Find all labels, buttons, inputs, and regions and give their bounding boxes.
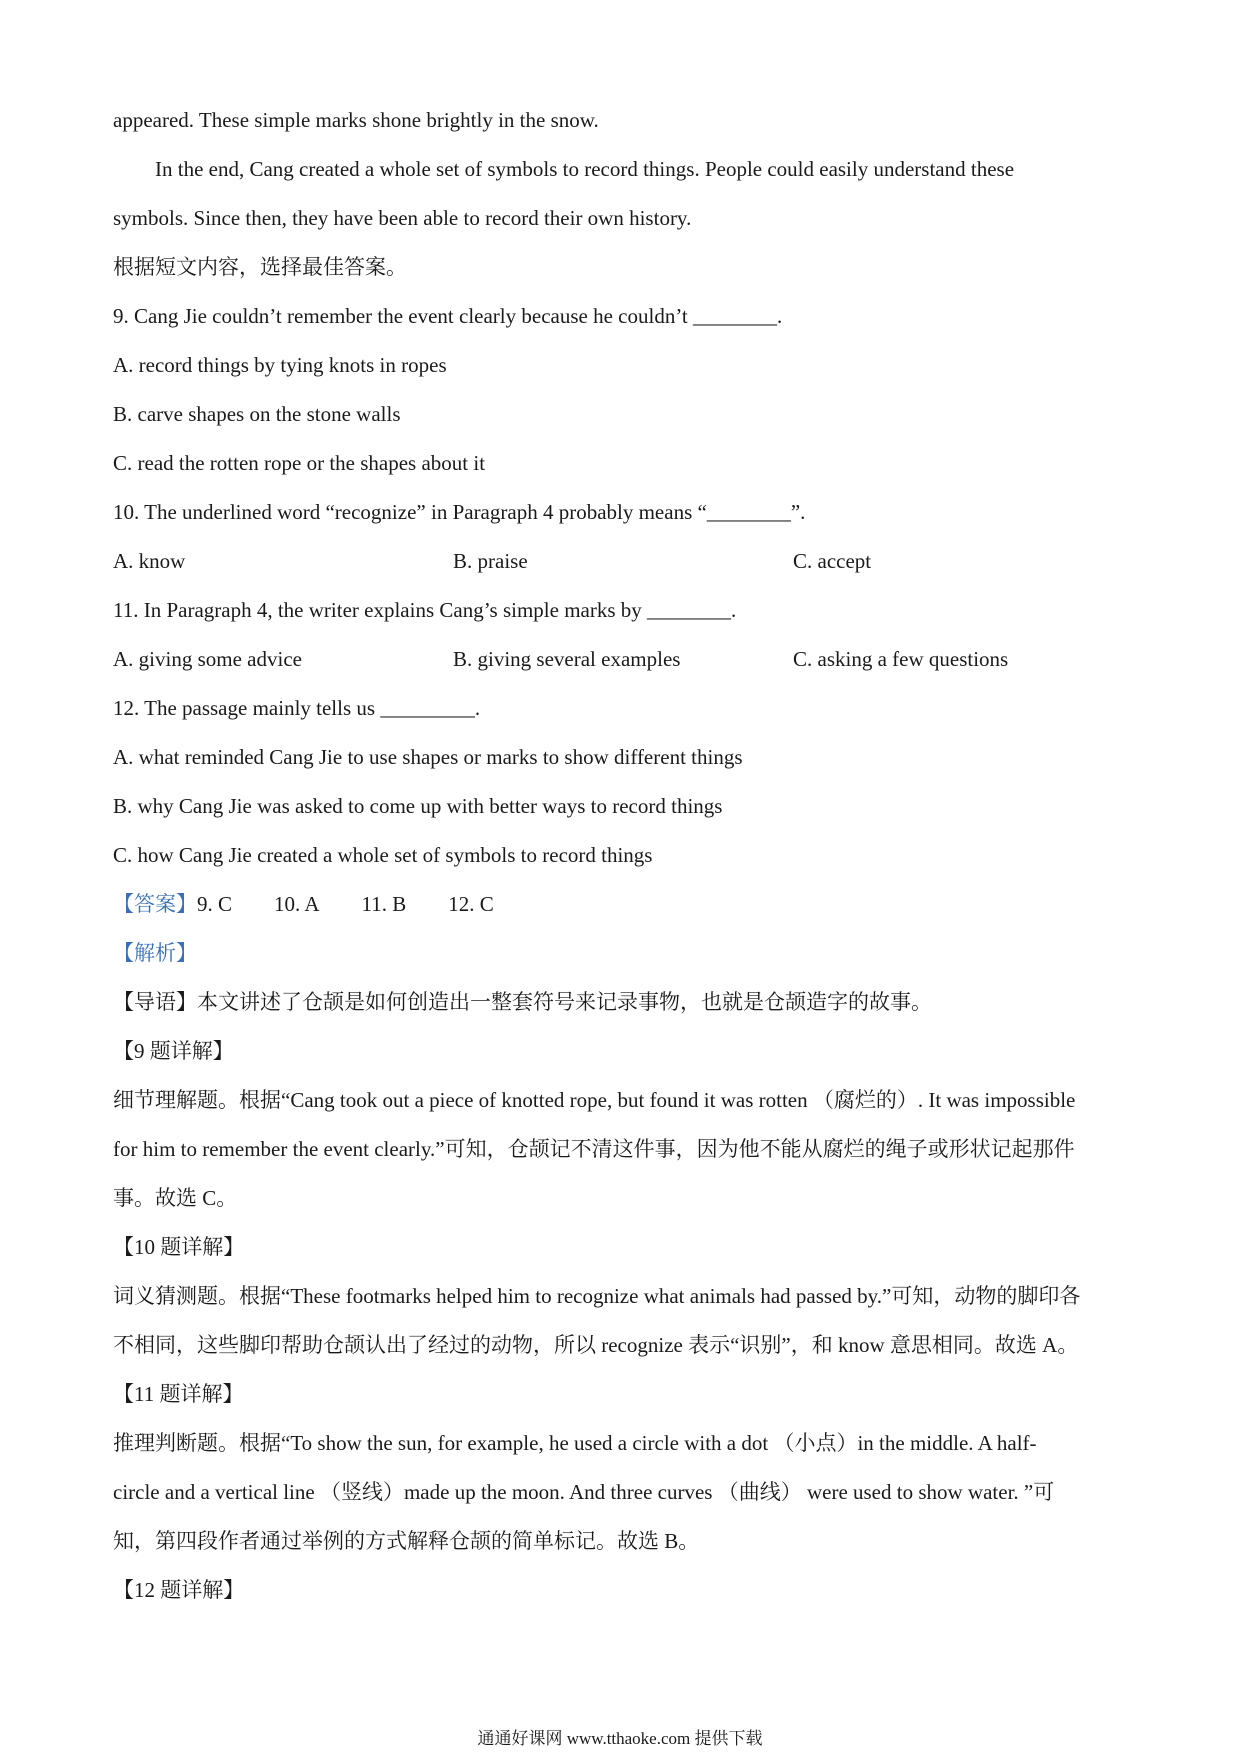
option: A. giving some advice xyxy=(113,647,302,671)
option: C. asking a few questions xyxy=(793,647,1009,671)
detail-line: 事。故选 C。 xyxy=(113,1186,238,1210)
question-stem: 10. The underlined word “recognize” in Paragraph 4 probably means “________”. xyxy=(113,500,806,524)
option: C. read the rotten rope or the shapes about it xyxy=(113,451,486,475)
question-stem: 11. In Paragraph 4, the writer explains Cang’s simple marks by ________. xyxy=(113,598,737,622)
instruction: 根据短文内容，选择最佳答案。 xyxy=(113,255,407,279)
answer-label: 【答案】 xyxy=(113,892,197,916)
option: A. what reminded Cang Jie to use shapes or marks to show different things xyxy=(113,745,743,769)
option: C. how Cang Jie created a whole set of symbols to record things xyxy=(113,843,653,867)
detail-heading: 【10 题详解】 xyxy=(113,1235,245,1259)
passage-line: In the end, Cang created a whole set of symbols to record things. People could easily understand these xyxy=(155,157,1015,181)
detail-heading: 【9 题详解】 xyxy=(113,1039,234,1063)
option: C. accept xyxy=(793,549,872,573)
detail-heading: 【12 题详解】 xyxy=(113,1578,245,1602)
detail-heading: 【11 题详解】 xyxy=(113,1382,244,1406)
option: A. record things by tying knots in ropes xyxy=(113,353,447,377)
analysis-label: 【解析】 xyxy=(113,941,197,965)
intro: 【导语】本文讲述了仓颉是如何创造出一整套符号来记录事物，也就是仓颉造字的故事。 xyxy=(113,990,932,1014)
detail-line: for him to remember the event clearly.”可知，仓颉记不清这件事，因为他不能从腐烂的绳子或形状记起那件 xyxy=(113,1137,1075,1161)
passage-line: appeared. These simple marks shone brightly in the snow. xyxy=(113,108,599,132)
answer-item: 9. C xyxy=(197,892,233,916)
passage-line: symbols. Since then, they have been able to record their own history. xyxy=(113,206,692,230)
option: B. giving several examples xyxy=(453,647,681,671)
detail-line: 细节理解题。根据“Cang took out a piece of knotted rope, but found it was rotten （腐烂的）. It was impossible xyxy=(113,1088,1076,1112)
option: B. praise xyxy=(453,549,528,573)
answer-item: 12. C xyxy=(448,892,494,916)
detail-line: 不相同，这些脚印帮助仓颉认出了经过的动物，所以 recognize 表示“识别”，和 know 意思相同。故选 A。 xyxy=(113,1333,1079,1357)
detail-line: circle and a vertical line （竖线）made up the moon. And three curves （曲线） were used to show water. ”可 xyxy=(113,1480,1055,1504)
answer-item: 10. A xyxy=(274,892,320,916)
question-stem: 12. The passage mainly tells us _________. xyxy=(113,696,481,720)
answer-line xyxy=(113,889,494,919)
detail-line: 词义猜测题。根据“These footmarks helped him to recognize what animals had passed by.”可知，动物的脚印各 xyxy=(113,1284,1081,1308)
option: B. why Cang Jie was asked to come up with better ways to record things xyxy=(113,794,723,818)
option: B. carve shapes on the stone walls xyxy=(113,402,401,426)
detail-line: 知，第四段作者通过举例的方式解释仓颉的简单标记。故选 B。 xyxy=(113,1529,700,1553)
question-stem: 9. Cang Jie couldn’t remember the event clearly because he couldn’t ________. xyxy=(113,304,783,328)
answer-item: 11. B xyxy=(361,892,407,916)
footer-watermark: 通通好课网 www.tthaoke.com 提供下载 xyxy=(477,1729,763,1748)
detail-line: 推理判断题。根据“To show the sun, for example, he used a circle with a dot （小点）in the middle. A half- xyxy=(113,1431,1037,1455)
option: A. know xyxy=(113,549,186,573)
